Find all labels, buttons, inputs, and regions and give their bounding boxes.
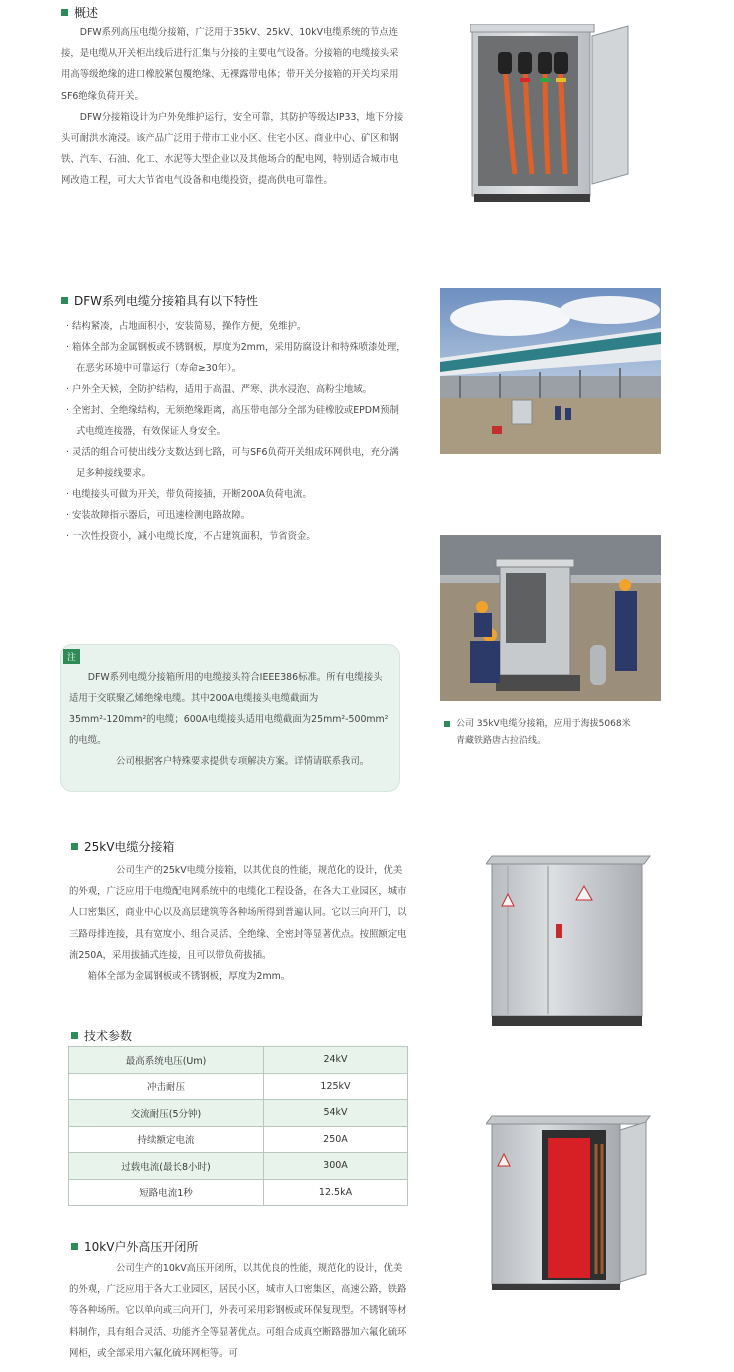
- param-name: 最高系统电压(Um): [69, 1047, 264, 1074]
- overview-paragraph: DFW分接箱设计为户外免维护运行，安全可靠，其防护等级达IP33，地下分接头可耐洪水淹浸。该产品广泛用于带市工业小区、住宅小区、商业中心、矿区和钢铁、汽车、石油、化工、水泥等大型企业以及其他场合的配电网，特别适合城市电网改造工程，可大大节省电气设备和电缆投资，提高供电可靠性。: [61, 111, 404, 187]
- kv25-paragraph: 公司生产的25kV电缆分接箱，以其优良的性能，规范化的设计，优美的外观，广泛应用于电缆配电网系统中的电缆化工程设备，在各大工业园区，城市人口密集区，商业中心以及高层建筑等各种场所得到普遍认同。它以三向开门，以三路母排连接，具有宽度小、组合灵活、全绝缘、全密封等显著优点。按照额定电流250A，采用拔插式连接，且可以带负荷拔插。: [69, 865, 407, 961]
- workers-installing-photo: [440, 535, 661, 701]
- feature-item: · 灵活的组合可使出线分支数达到七路，可与SF6负荷开关组成环网供电，充分满足多种接线要求。: [66, 442, 406, 484]
- kv25-text: [69, 860, 409, 987]
- spec-table: [68, 1046, 408, 1206]
- kv25-paragraph: 箱体全部为金属钢板或不锈钢板，厚度为2mm。: [87, 971, 291, 983]
- note-paragraph: 公司根据客户特殊要求提供专项解决方案。详情请联系我司。: [116, 756, 370, 767]
- table-row: [69, 1100, 408, 1127]
- overview-paragraph: DFW系列高压电缆分接箱，广泛用于35kV、25kV、10kV电缆系统的节点连接，是电缆从开关柜出线后进行汇集与分接的主要电气设备。分接箱的电缆接头采用高等级绝缘的进口橡胶紧包覆绝缘、无裸露带电体；带开关分接箱的开关均采用SF6绝缘负荷开关。: [61, 27, 399, 102]
- table-row: [69, 1073, 408, 1100]
- feature-item: · 电缆接头可做为开关，带负荷接插，开断200A负荷电流。: [66, 484, 406, 505]
- param-value: 24kV: [264, 1047, 408, 1074]
- features-list: [66, 316, 406, 547]
- section-bullet-icon: [71, 1243, 78, 1250]
- param-name: 过载电流(最长8小时): [69, 1153, 264, 1180]
- kv10-text: [69, 1258, 409, 1364]
- features-title: DFW系列电缆分接箱具有以下特性: [61, 292, 258, 309]
- feature-item: · 箱体全部为金属钢板或不锈钢板，厚度为2mm，采用防腐设计和特殊喷漆处理，在恶劣环境中可靠运行（寿命≥30年）。: [66, 337, 406, 379]
- caption-bullet-icon: [444, 721, 450, 727]
- param-name: 交流耐压(5分钟): [69, 1100, 264, 1127]
- param-value: 54kV: [264, 1100, 408, 1127]
- kv10-title: 10kV户外高压开闭所: [71, 1238, 198, 1255]
- kv10-paragraph: 公司生产的10kV高压开闭所，以其优良的性能，规范化的设计，优美的外观，广泛应用于各大工业园区，居民小区，城市人口密集区，高速公路，铁路等各种场所。它以单向或三向开门，外表可采用彩钢板或环保复现型。不锈钢等材料制作，具有组合灵活、功能齐全等显著优点。可组合成真空断路器加六氟化硫环网柜，或全部采用六氟化硫环网柜等。可: [69, 1263, 407, 1359]
- open-switchgear-cabinet-image: [486, 1114, 652, 1292]
- feature-item: · 户外全天候，全防护结构，适用于高温、严寒、洪水浸泡、高粉尘地域。: [66, 379, 406, 400]
- feature-item: · 安装故障指示器后，可迅速检测电路故障。: [66, 505, 406, 526]
- closed-cable-cabinet-image: [486, 854, 652, 1028]
- param-value: 300A: [264, 1153, 408, 1180]
- feature-item: · 一次性投资小，减小电缆长度，不占建筑面积，节省资金。: [66, 526, 406, 547]
- param-name: 冲击耐压: [69, 1073, 264, 1100]
- section-bullet-icon: [71, 843, 78, 850]
- open-cable-cabinet-image: [470, 24, 640, 204]
- param-value: 125kV: [264, 1073, 408, 1100]
- overview-title: 概述: [61, 4, 98, 21]
- table-row: [69, 1047, 408, 1074]
- param-value: 250A: [264, 1126, 408, 1153]
- kv25-title: 25kV电缆分接箱: [71, 838, 174, 855]
- section-bullet-icon: [61, 9, 68, 16]
- feature-item: · 结构紧凑，占地面积小，安装简易，操作方便，免维护。: [66, 316, 406, 337]
- param-name: 短路电流1秒: [69, 1179, 264, 1206]
- params-title: 技术参数: [71, 1027, 132, 1044]
- feature-item: · 全密封、全绝缘结构，无须绝缘距离，高压带电部分全部为硅橡胶或EPDM预制式电缆连接器，有效保证人身安全。: [66, 400, 406, 442]
- photo-caption: 公司 35kV电缆分接箱，应用于海拔5068米 青藏铁路唐古拉沿线。: [444, 716, 644, 750]
- section-bullet-icon: [61, 297, 68, 304]
- table-row: [69, 1126, 408, 1153]
- railway-site-photo: [440, 288, 661, 454]
- param-name: 持续额定电流: [69, 1126, 264, 1153]
- note-tag: 注: [63, 649, 80, 664]
- note-paragraph: DFW系列电缆分接箱所用的电缆接头符合IEEE386标准。所有电缆接头适用于交联聚乙烯绝缘电缆。其中200A电缆接头电缆截面为35mm²-120mm²的电缆；600A电缆接头适用电缆截面为25mm²-500mm²的电缆。: [69, 672, 389, 746]
- note-box: [60, 644, 400, 792]
- param-value: 12.5kA: [264, 1179, 408, 1206]
- table-row: [69, 1153, 408, 1180]
- section-bullet-icon: [71, 1032, 78, 1039]
- overview-text: [61, 22, 405, 192]
- table-row: [69, 1179, 408, 1206]
